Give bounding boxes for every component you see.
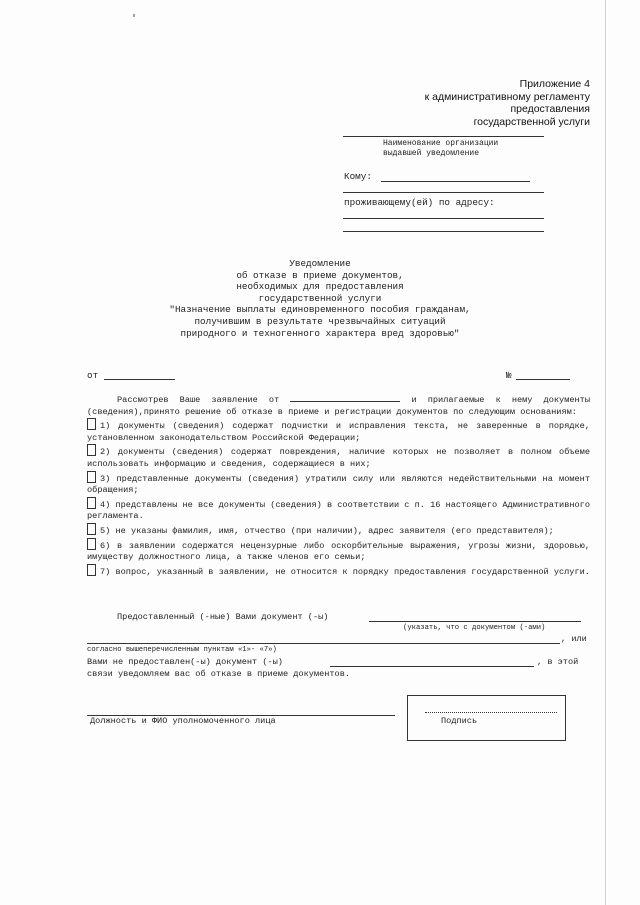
reason-text-3: 3) представленные документы (сведения) утратили силу или являются недействительными на момент обращения; (87, 473, 590, 496)
not-provided-line[interactable] (330, 666, 534, 667)
org-name-line (343, 136, 544, 137)
reason-checkbox-3[interactable] (87, 471, 96, 483)
position-label: Должность и ФИО уполномоченного лица (90, 716, 276, 726)
provided-docs-line[interactable] (369, 621, 581, 622)
provided-docs-line-2[interactable] (87, 643, 560, 644)
signature-line (425, 712, 557, 713)
to-field-line (381, 181, 530, 182)
reason-text-1: 1) документы (сведения) содержат подчистки и исправления текста, не заверенные в порядке, установленном законодательством Российской Федерации; (87, 421, 590, 443)
reason-checkbox-1[interactable] (87, 418, 96, 430)
reason-item (87, 523, 590, 538)
org-caption-line-2: выдавшей уведомление (383, 148, 480, 158)
scan-mark (133, 14, 135, 17)
to-field-line-2 (343, 192, 544, 193)
date-field-line (104, 379, 175, 380)
notice-body (87, 392, 590, 578)
to-label: Кому: (344, 171, 372, 182)
reason-checkbox-2[interactable] (87, 444, 96, 456)
reason-checkbox-5[interactable] (87, 523, 96, 535)
signature-box[interactable] (407, 695, 566, 741)
title-line-2: об отказе в приеме документов, (236, 269, 404, 281)
reason-item (87, 497, 590, 523)
reason-checkbox-4[interactable] (87, 497, 96, 509)
notify-text: связи уведомляем вас об отказе в приеме документов. (87, 669, 351, 679)
reason-text-7: 7) вопрос, указанный в заявлении, не относится к порядку предоставления государственной услуги. (100, 566, 590, 577)
reason-text-6: 6) в заявлении содержатся нецензурные либо оскорбительные выражения, угрозы жизни, здоровью, имуществу должностного лица, а также членов его семьи; (87, 540, 590, 563)
intro-part-2: и прилагаемые к нему документы (сведения),принято решение об отказе в приеме и регистрации документов по следующим основаниям: (87, 395, 590, 417)
reason-text-2: 2) документы (сведения) содержат повреждения, наличие которых не позволяет в полном объеме использовать информацию и сведения, содержащиеся в них; (87, 447, 590, 469)
notice-title (0, 258, 640, 339)
number-field-line (516, 379, 570, 380)
title-line-5: "Назначение выплаты единовременного пособия гражданам, (169, 304, 471, 316)
appendix-line-3: предоставления (510, 103, 590, 115)
hint-points: согласно вышеперечисленным пунктам «1»- «7») (87, 646, 277, 654)
title-line-4: государственной услуги (258, 292, 382, 304)
application-date-field[interactable] (290, 392, 400, 402)
reason-item (87, 444, 590, 470)
title-line-6: получившим в результате чрезвычайных ситуаций (194, 315, 446, 327)
signature-label: Подпись (441, 716, 478, 726)
reason-item (87, 418, 590, 444)
address-label: проживающему(ей) по адресу: (344, 197, 495, 208)
appendix-line-1: Приложение 4 (519, 78, 590, 90)
provided-docs-label: Предоставленный (-ные) Вами документ (-ы) (117, 612, 329, 622)
not-provided-label: Вами не предоставлен(-ы) документ (-ы) (87, 657, 283, 667)
reason-item (87, 471, 590, 497)
appendix-line-4: государственной услуги (473, 115, 590, 128)
address-line-2 (343, 231, 544, 232)
appendix-header (425, 78, 590, 128)
title-line-3: необходимых для предоставления (236, 281, 404, 293)
in-this-label: , в этой (537, 657, 579, 667)
org-caption (383, 139, 498, 158)
hint-docs: (указать, что с документом (-ами) (403, 624, 546, 632)
reason-item (87, 538, 590, 564)
scan-mark (605, 0, 606, 905)
org-caption-line-1: Наименование организации (383, 139, 499, 148)
date-label: от (87, 370, 99, 381)
intro-part-1: Рассмотрев Ваше заявление от (117, 395, 280, 405)
reason-text-4: 4) представлены не все документы (сведения) в соответствии с п. 16 настоящего Административного регламента. (87, 499, 590, 522)
reason-text-5: 5) не указаны фамилия, имя, отчество (при наличии), адрес заявителя (его представителя); (100, 525, 554, 536)
reason-checkbox-7[interactable] (87, 564, 96, 576)
title-line-7: природного и техногенного характера вред здоровью" (180, 327, 460, 339)
number-label: № (506, 370, 512, 381)
reason-item (87, 564, 590, 579)
reason-checkbox-6[interactable] (87, 538, 96, 550)
intro-paragraph (87, 392, 590, 418)
address-line-1 (343, 218, 544, 219)
appendix-line-2: к административному регламенту (424, 90, 590, 103)
or-label: , или (561, 634, 587, 644)
title-line-1: Уведомление (289, 258, 351, 269)
